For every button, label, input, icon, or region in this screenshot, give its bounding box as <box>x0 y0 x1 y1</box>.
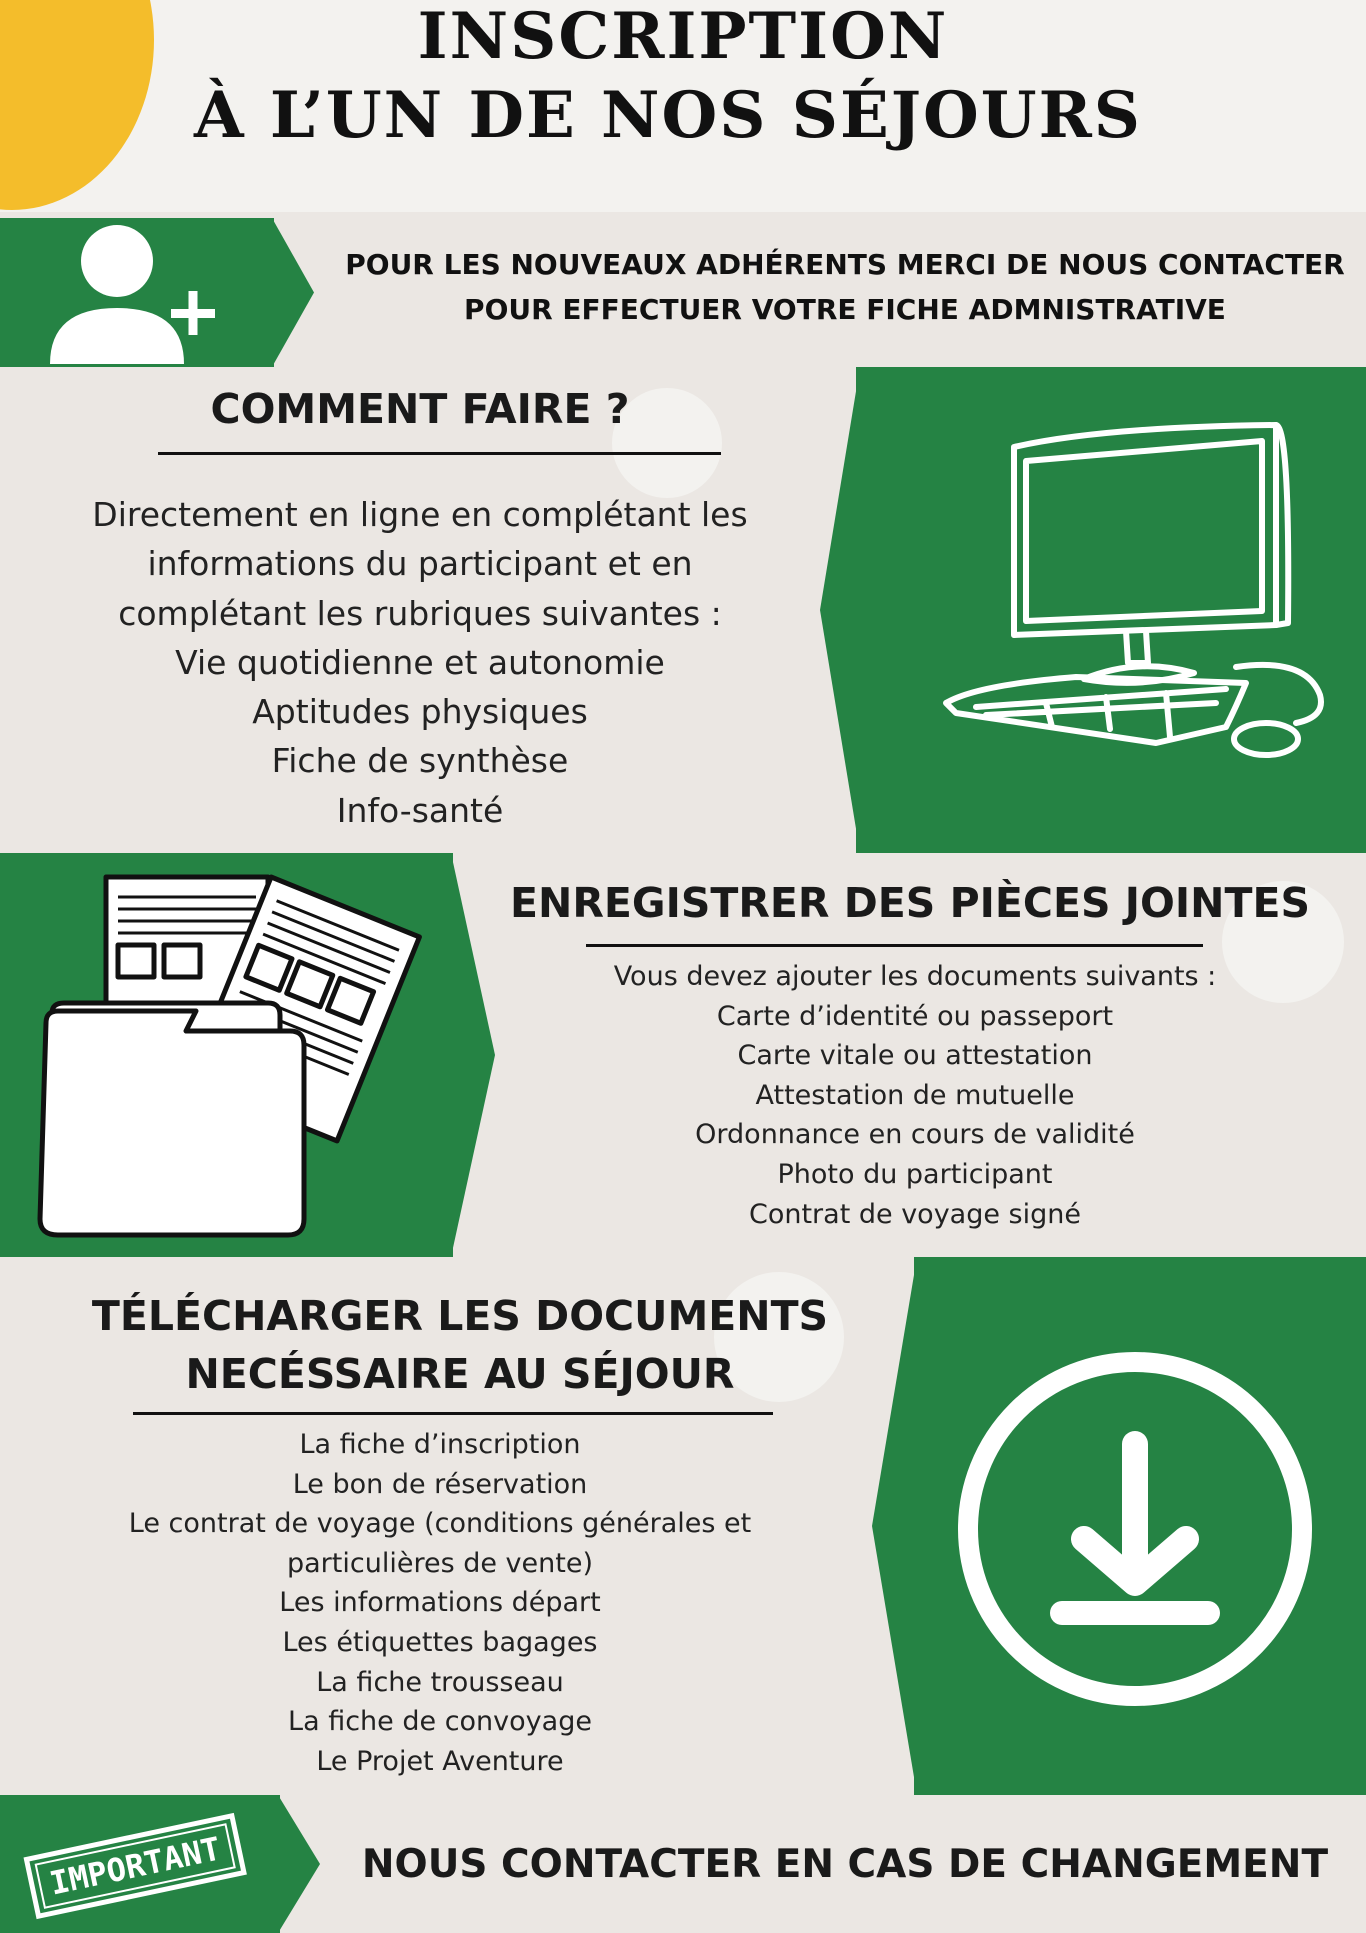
attachments-item: Photo du participant <box>777 1158 1053 1190</box>
attachments-item: Attestation de mutuelle <box>755 1079 1075 1111</box>
new-members-panel <box>0 218 274 367</box>
contact-arrow <box>278 1795 320 1933</box>
how-to-section <box>0 367 1366 853</box>
add-user-icon <box>0 218 274 367</box>
attachments-section <box>0 853 1366 1257</box>
downloads-item: La fiche d’inscription <box>299 1429 581 1460</box>
folder-documents-icon <box>0 853 453 1257</box>
downloads-item: Le contrat de voyage (conditions générales et <box>128 1508 752 1540</box>
how-to-line: Vie quotidienne et autonomie <box>175 642 665 682</box>
how-to-line: informations du participant et en <box>147 544 693 584</box>
attachments-title: ENREGISTRER DES PIÈCES JOINTES <box>510 879 1310 927</box>
page-title <box>0 0 1366 158</box>
downloads-divider <box>133 1412 773 1415</box>
downloads-item: Le bon de réservation <box>292 1468 588 1500</box>
title-line-1: INSCRIPTION <box>417 0 949 74</box>
downloads-item: Le Projet Aventure <box>316 1745 564 1777</box>
how-to-title: COMMENT FAIRE ? <box>210 385 630 433</box>
how-to-body <box>30 490 810 835</box>
downloads-item: La fiche trousseau <box>316 1666 564 1698</box>
downloads-item: Les étiquettes bagages <box>282 1626 598 1658</box>
attachments-divider <box>586 944 1203 947</box>
stamp-label: IMPORTANT <box>46 1829 224 1903</box>
new-members-arrow <box>272 218 314 367</box>
how-to-line: Directement en ligne en complétant les <box>92 495 748 534</box>
downloads-item: La fiche de convoyage <box>288 1706 592 1738</box>
attachments-item: Carte vitale ou attestation <box>737 1040 1093 1072</box>
attachments-panel <box>0 853 453 1257</box>
how-to-panel <box>856 367 1366 853</box>
new-members-line-2: POUR EFFECTUER VOTRE FICHE ADMNISTRATIVE <box>464 293 1226 326</box>
new-members-text <box>340 242 1350 332</box>
contact-section <box>0 1795 1366 1933</box>
downloads-panel <box>914 1257 1366 1795</box>
header <box>0 0 1366 212</box>
how-to-line: complétant les rubriques suivantes : <box>118 593 722 633</box>
downloads-section <box>0 1257 1366 1795</box>
attachments-item: Carte d’identité ou passeport <box>716 1000 1114 1032</box>
how-to-arrow <box>820 367 860 853</box>
attachments-body <box>500 957 1330 1234</box>
title-line-2: À L’UN DE NOS SÉJOURS <box>193 78 1143 153</box>
important-stamp-icon <box>0 1795 280 1933</box>
downloads-item: Les informations départ <box>279 1587 601 1619</box>
attachments-item: Ordonnance en cours de validité <box>695 1119 1135 1151</box>
how-to-line: Info-santé <box>336 790 504 830</box>
downloads-title-line-1: TÉLÉCHARGER LES DOCUMENTS <box>91 1292 829 1340</box>
downloads-item: particulières de vente) <box>287 1547 593 1579</box>
downloads-arrow <box>872 1257 917 1795</box>
new-members-section <box>0 212 1366 367</box>
computer-icon <box>856 367 1366 853</box>
attachments-item: Contrat de voyage signé <box>748 1198 1081 1230</box>
downloads-title <box>60 1287 860 1403</box>
contact-text: NOUS CONTACTER EN CAS DE CHANGEMENT <box>361 1842 1329 1887</box>
how-to-line: Aptitudes physiques <box>252 692 588 732</box>
how-to-divider <box>158 452 721 455</box>
new-members-line-1: POUR LES NOUVEAUX ADHÉRENTS MERCI DE NOUS CONTACTER <box>345 248 1345 281</box>
downloads-body <box>60 1425 820 1781</box>
downloads-title-line-2: NECÉSSAIRE AU SÉJOUR <box>185 1350 735 1398</box>
download-icon <box>914 1257 1366 1795</box>
attachments-intro: Vous devez ajouter les documents suivants : <box>613 961 1217 992</box>
how-to-line: Fiche de synthèse <box>271 741 569 781</box>
contact-panel <box>0 1795 280 1933</box>
